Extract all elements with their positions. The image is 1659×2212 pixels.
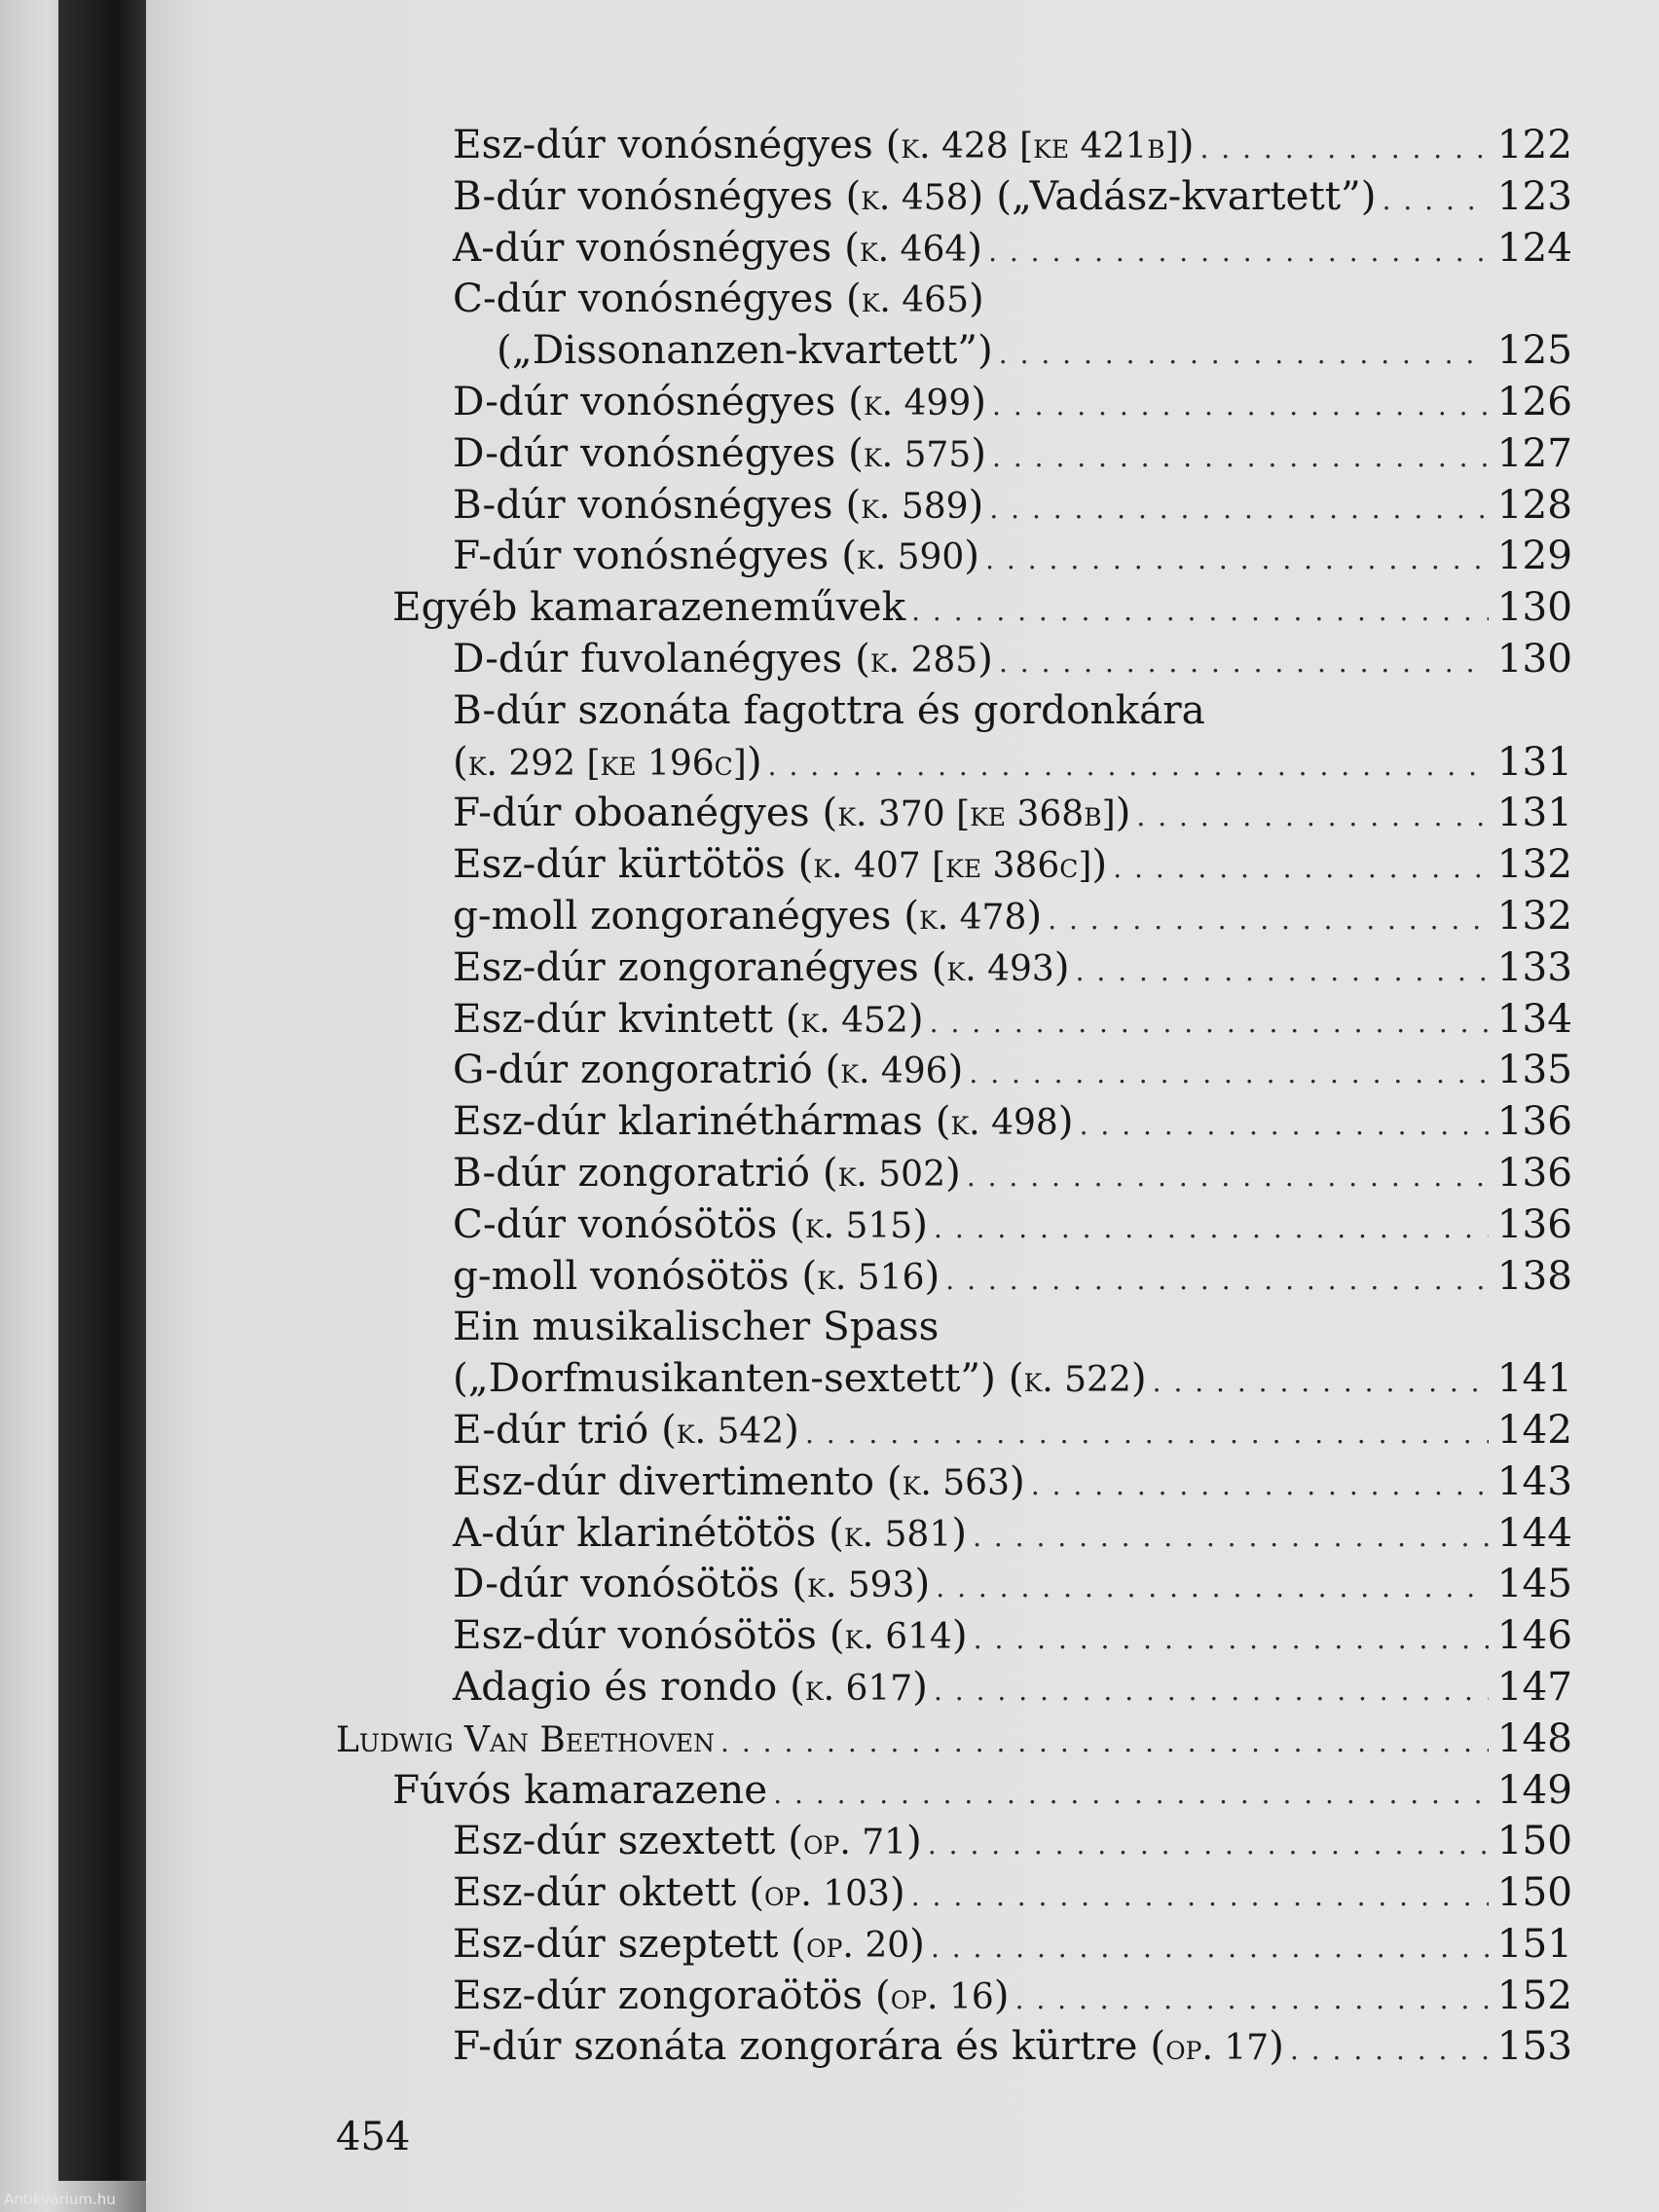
toc-entry-catalog-number: k. 593	[807, 1566, 915, 1606]
toc-entry	[336, 633, 1572, 684]
toc-entry-text: Ein musikalischer Spass	[453, 1303, 940, 1350]
toc-entry-suffix: )	[968, 480, 984, 528]
toc-entry-suffix: )	[1026, 891, 1043, 939]
toc-entry-catalog-number: k. 285	[869, 640, 978, 681]
toc-entry	[336, 1970, 1572, 2021]
toc-entry-title	[453, 376, 986, 430]
toc-entry-page-number: 131	[1496, 737, 1572, 785]
toc-entry-page-number: 149	[1496, 1765, 1572, 1813]
dot-leader	[999, 329, 1489, 381]
toc-entry-text: Esz-dúr vonósötös (	[453, 1611, 845, 1659]
toc-entry-suffix: )	[947, 1046, 964, 1093]
toc-entry	[336, 1764, 1572, 1816]
toc-entry-suffix: )	[1130, 1354, 1147, 1402]
toc-entry-title	[453, 838, 1107, 893]
toc-entry-suffix: )	[912, 1662, 928, 1710]
toc-entry-suffix: )	[971, 428, 987, 476]
toc-entry-title	[392, 581, 905, 636]
dot-leader	[945, 1255, 1489, 1307]
toc-entry-title	[497, 324, 993, 379]
toc-entry-catalog-number: op. 103	[764, 1874, 890, 1915]
dot-leader	[911, 586, 1489, 638]
toc-entry-page-number: 136	[1496, 1097, 1572, 1145]
toc-entry-text: B-dúr szonáta fagottra és gordonkára	[453, 685, 1205, 733]
toc-entry	[336, 684, 1572, 736]
toc-entry	[336, 1198, 1572, 1250]
toc-entry	[336, 376, 1572, 427]
toc-entry-page-number: 150	[1496, 1817, 1572, 1864]
dot-leader	[930, 998, 1489, 1050]
toc-entry-suffix: )	[1010, 1456, 1025, 1504]
toc-entry	[336, 1352, 1572, 1404]
toc-entry-suffix: )	[1053, 942, 1070, 990]
toc-entry-title	[453, 1918, 925, 1972]
toc-entry-page-number: 124	[1496, 223, 1572, 271]
toc-entry	[336, 479, 1572, 531]
toc-entry-text: C-dúr vonósnégyes (	[453, 275, 862, 322]
toc-entry	[336, 1918, 1572, 1970]
dot-leader	[911, 1871, 1489, 1923]
toc-entry	[336, 170, 1572, 222]
toc-entry-page-number: 143	[1496, 1456, 1572, 1504]
toc-entry-page-number: 127	[1496, 428, 1572, 476]
toc-entry-suffix: )	[784, 1405, 799, 1453]
toc-entry-suffix: )	[967, 223, 983, 271]
toc-entry-catalog-number: op. 16	[890, 1976, 994, 2017]
toc-entry-title	[453, 1661, 928, 1715]
toc-entry-suffix: )	[889, 1868, 905, 1916]
toc-entry-title	[453, 1301, 939, 1355]
dot-leader	[985, 535, 1489, 586]
toc-entry-title	[453, 273, 984, 327]
toc-entry-title	[453, 1507, 967, 1562]
toc-entry-title	[453, 633, 993, 687]
toc-entry-page-number: 136	[1496, 1148, 1572, 1196]
toc-entry-text: D-dúr vonósnégyes (	[453, 428, 864, 476]
toc-entry-catalog-number: k. 614	[844, 1617, 952, 1658]
toc-entry-suffix: )	[1091, 840, 1108, 888]
toc-entry-title	[453, 1815, 922, 1869]
toc-entry-catalog-number: op. 20	[806, 1925, 910, 1966]
toc-entry-catalog-number: k. 458	[861, 177, 969, 218]
toc-entry-text: Esz-dúr szeptett (	[453, 1919, 807, 1967]
toc-entry-title	[453, 222, 982, 276]
dot-leader	[1200, 124, 1490, 175]
toc-entry-page-number: 130	[1496, 634, 1572, 682]
toc-entry-text: Fúvós kamarazene	[392, 1765, 768, 1813]
toc-entry-text: g-moll vonósötös (	[453, 1251, 818, 1299]
toc-entry-title	[453, 119, 1195, 173]
toc-entry-text: Esz-dúr divertimento (	[453, 1456, 903, 1504]
toc-entry-page-number: 131	[1496, 789, 1572, 836]
toc-entry-suffix: )	[909, 1919, 925, 1967]
dot-leader	[967, 1152, 1489, 1203]
toc-entry-catalog-number: k. 428 [ke 421b]	[901, 127, 1179, 166]
toc-entry-suffix: )	[924, 1251, 940, 1299]
toc-entry-catalog-number: k. 581	[843, 1514, 952, 1555]
toc-entry-catalog-number: k. 407 [ke 386c]	[813, 846, 1092, 887]
toc-entry-page-number: 138	[1496, 1251, 1572, 1299]
toc-entry	[336, 1095, 1572, 1147]
toc-entry-text: C-dúr vonósötös (	[453, 1199, 805, 1247]
toc-entry-suffix: )	[969, 275, 984, 322]
toc-entry	[336, 890, 1572, 941]
table-of-contents	[336, 119, 1572, 2072]
toc-entry-title	[453, 1404, 799, 1458]
toc-entry-page-number: 136	[1496, 1199, 1572, 1247]
toc-entry-text: G-dúr zongoratrió (	[453, 1046, 841, 1093]
toc-entry	[336, 1558, 1572, 1609]
toc-entry-catalog-number: k. 589	[861, 486, 969, 527]
toc-entry-page-number: 129	[1496, 532, 1572, 579]
toc-entry-catalog-number: k. 563	[902, 1462, 1010, 1503]
toc-entry-text: Esz-dúr zongoraötös (	[453, 1971, 891, 2018]
toc-entry-suffix: )	[906, 1817, 922, 1864]
toc-entry-text: („Dorfmusikanten-sextett”) (	[453, 1354, 1024, 1402]
toc-entry	[336, 1404, 1572, 1456]
dot-leader	[1015, 1974, 1489, 2026]
toc-entry-page-number: 150	[1496, 1868, 1572, 1916]
toc-entry	[336, 1250, 1572, 1302]
toc-entry-title	[453, 530, 979, 584]
toc-entry-title	[453, 170, 1377, 225]
toc-entry-text: (	[453, 737, 468, 785]
toc-entry	[336, 530, 1572, 581]
toc-entry-suffix: )	[977, 634, 993, 682]
toc-entry-title	[453, 2020, 1284, 2075]
toc-entry-suffix: )	[951, 1611, 968, 1659]
toc-entry	[336, 1301, 1572, 1352]
toc-entry-page-number: 123	[1496, 171, 1572, 219]
toc-entry-catalog-number: op. 17	[1165, 2028, 1270, 2069]
dot-leader	[988, 227, 1489, 278]
dot-leader	[768, 741, 1489, 793]
toc-entry	[336, 1456, 1572, 1507]
toc-entry-catalog-number: k. 522	[1023, 1360, 1131, 1401]
toc-entry-page-number: 141	[1496, 1354, 1572, 1402]
dot-leader	[931, 1923, 1489, 1974]
toc-entry-text: Egyéb kamarazeneművek	[392, 583, 906, 631]
toc-entry-catalog-number: k. 499	[863, 383, 972, 424]
toc-entry-catalog-number: k. 452	[800, 1000, 908, 1041]
toc-entry-title	[453, 1970, 1010, 2024]
toc-entry	[336, 1661, 1572, 1713]
toc-entry	[336, 787, 1572, 838]
toc-entry-text: g-moll zongoranégyes (	[453, 891, 920, 939]
toc-entry-page-number: 132	[1496, 840, 1572, 888]
toc-entry-text: F-dúr oboanégyes (	[453, 789, 838, 836]
dot-leader	[1048, 895, 1489, 946]
toc-entry-suffix: )	[964, 532, 980, 579]
toc-entry-catalog-number: k. 478	[919, 897, 1027, 938]
toc-entry-page-number: 145	[1496, 1560, 1572, 1607]
toc-entry-page-number: 133	[1496, 942, 1572, 990]
toc-entry-text: Esz-dúr vonósnégyes (	[453, 121, 902, 167]
toc-entry-title	[453, 684, 1205, 739]
toc-entry-title	[453, 890, 1042, 944]
toc-entry-catalog-number: k. 292 [ke 196c]	[467, 743, 747, 784]
toc-entry-suffix: )	[1178, 121, 1195, 167]
toc-entry-page-number: 126	[1496, 377, 1572, 424]
watermark: Antikvárium.hu	[4, 2191, 116, 2208]
toc-entry-text: E-dúr trió (	[453, 1405, 677, 1453]
toc-entry-text: Esz-dúr oktett (	[453, 1868, 765, 1916]
dot-leader	[1076, 946, 1489, 998]
toc-entry-catalog-number: k. 370 [ke 368b]	[837, 794, 1116, 835]
dot-leader	[720, 1717, 1489, 1769]
toc-entry	[336, 1147, 1572, 1198]
toc-entry-catalog-number: k. 502	[837, 1154, 945, 1195]
toc-entry	[336, 273, 1572, 324]
toc-entry-catalog-number: k. 515	[804, 1205, 913, 1246]
toc-entry-page-number: 146	[1496, 1611, 1572, 1659]
toc-entry-suffix: )	[912, 1199, 929, 1247]
toc-entry	[336, 1713, 1572, 1764]
toc-entry	[336, 427, 1572, 479]
dot-leader	[928, 1820, 1489, 1871]
toc-entry-text: Esz-dúr klarinéthármas (	[453, 1097, 951, 1145]
dot-leader	[805, 1409, 1489, 1460]
dot-leader	[1136, 792, 1489, 843]
toc-entry-catalog-number: k. 465	[861, 280, 969, 321]
toc-entry	[336, 1609, 1572, 1661]
toc-entry-title	[453, 1198, 928, 1253]
toc-entry-page-number: 125	[1496, 326, 1572, 374]
toc-entry	[336, 736, 1572, 788]
toc-entry-page-number: 132	[1496, 891, 1572, 939]
toc-entry-page-number: 144	[1496, 1508, 1572, 1556]
toc-entry	[336, 222, 1572, 274]
toc-entry-page-number: 151	[1496, 1919, 1572, 1967]
toc-entry-title	[453, 1250, 940, 1305]
toc-entry	[336, 1507, 1572, 1559]
toc-entry-page-number: 148	[1496, 1714, 1572, 1761]
toc-entry-text: Esz-dúr kvintett (	[453, 994, 801, 1042]
toc-entry-suffix: )	[1269, 2022, 1284, 2070]
dot-leader	[934, 1666, 1489, 1717]
toc-entry	[336, 581, 1572, 633]
toc-entry-title	[453, 1609, 968, 1664]
toc-entry-catalog-number: k. 498	[950, 1103, 1058, 1144]
toc-entry-suffix: )	[746, 737, 762, 785]
toc-entry-title	[453, 736, 762, 791]
toc-entry-suffix: )	[993, 1971, 1010, 2018]
toc-entry-page-number: 134	[1496, 994, 1572, 1042]
toc-entry	[336, 941, 1572, 993]
book-spine-edge	[58, 0, 156, 2181]
toc-entry-catalog-number: k. 617	[804, 1668, 913, 1709]
dot-leader	[992, 432, 1489, 484]
toc-entry-catalog-number: op. 71	[803, 1823, 907, 1863]
toc-entry-text: D-dúr vonósnégyes (	[453, 377, 864, 424]
toc-entry-page-number: 135	[1496, 1046, 1572, 1093]
toc-entry-text: D-dúr fuvolanégyes (	[453, 634, 870, 682]
dot-leader	[1113, 843, 1489, 895]
toc-entry-title	[453, 941, 1070, 996]
toc-entry-catalog-number: Ludwig Van Beethoven	[336, 1719, 716, 1760]
dot-leader	[973, 1512, 1489, 1564]
toc-entry-text: F-dúr vonósnégyes (	[453, 532, 858, 579]
toc-entry-page-number: 152	[1496, 1971, 1572, 2018]
toc-entry-text: Esz-dúr kürtötös (	[453, 840, 814, 888]
dot-leader	[936, 1563, 1489, 1614]
toc-entry-text: D-dúr vonósötös (	[453, 1560, 808, 1607]
toc-entry-catalog-number: k. 496	[840, 1051, 948, 1092]
toc-entry-suffix: )	[951, 1508, 968, 1556]
toc-entry-text: A-dúr vonósnégyes (	[453, 223, 860, 271]
toc-entry-text: A-dúr klarinétötös (	[453, 1508, 844, 1556]
toc-entry-suffix: )	[971, 377, 987, 424]
toc-entry-title	[453, 427, 986, 482]
toc-entry-title	[453, 1456, 1025, 1510]
toc-entry-suffix: )	[945, 1148, 961, 1196]
toc-entry-page-number: 142	[1496, 1405, 1572, 1453]
toc-entry-page-number: 153	[1496, 2022, 1572, 2070]
toc-entry-page-number: 122	[1496, 121, 1572, 167]
toc-entry-title	[336, 1713, 715, 1767]
dot-leader	[989, 484, 1489, 535]
toc-entry-title	[453, 993, 924, 1048]
dot-leader	[1031, 1460, 1489, 1512]
dot-leader	[773, 1769, 1489, 1821]
toc-entry	[336, 324, 1572, 376]
toc-entry-title	[453, 1095, 1074, 1150]
dot-leader	[999, 638, 1489, 689]
page-number: 454	[336, 2115, 411, 2159]
toc-entry-text: B-dúr vonósnégyes (	[453, 480, 862, 528]
toc-entry-catalog-number: k. 516	[817, 1257, 925, 1298]
toc-entry	[336, 119, 1572, 170]
toc-entry	[336, 993, 1572, 1045]
toc-entry	[336, 838, 1572, 890]
toc-entry-title	[453, 479, 983, 534]
toc-entry-text: Esz-dúr zongoranégyes (	[453, 942, 947, 990]
toc-entry-suffix: )	[1057, 1097, 1074, 1145]
toc-entry	[336, 1866, 1572, 1918]
dot-leader	[1080, 1100, 1489, 1152]
toc-entry-text: F-dúr szonáta zongorára és kürtre (	[453, 2022, 1166, 2070]
toc-entry-title	[453, 787, 1130, 841]
toc-entry-title	[453, 1147, 961, 1201]
toc-entry	[336, 2020, 1572, 2072]
toc-entry-text: B-dúr zongoratrió (	[453, 1148, 838, 1196]
toc-entry-page-number: 130	[1496, 583, 1572, 631]
dot-leader	[1290, 2025, 1489, 2077]
dot-leader	[974, 1614, 1489, 1666]
toc-entry-suffix: )	[907, 994, 924, 1042]
toc-entry	[336, 1815, 1572, 1866]
toc-entry-page-number: 147	[1496, 1662, 1572, 1710]
dot-leader	[934, 1203, 1489, 1255]
toc-entry-title	[453, 1044, 963, 1098]
toc-entry-text: („Dissonanzen-kvartett”)	[497, 326, 993, 374]
toc-entry-title	[392, 1764, 767, 1819]
dot-leader	[1153, 1357, 1489, 1409]
dot-leader	[1382, 175, 1489, 227]
toc-entry-page-number: 128	[1496, 480, 1572, 528]
toc-entry-text: Adagio és rondo (	[453, 1662, 805, 1710]
toc-entry-title	[453, 1352, 1147, 1407]
toc-entry-text: B-dúr vonósnégyes (	[453, 171, 862, 219]
toc-entry	[336, 1044, 1572, 1095]
toc-entry-catalog-number: k. 590	[857, 537, 965, 578]
toc-entry-catalog-number: k. 542	[676, 1411, 785, 1452]
toc-entry-text: Esz-dúr szextett (	[453, 1817, 804, 1864]
toc-entry-title	[453, 1866, 905, 1921]
toc-entry-catalog-number: k. 493	[946, 948, 1054, 989]
dot-leader	[969, 1049, 1489, 1100]
toc-entry-catalog-number: k. 464	[859, 229, 968, 270]
dot-leader	[992, 381, 1489, 432]
toc-entry-suffix: ) („Vadász-kvartett”)	[968, 171, 1377, 219]
toc-entry-title	[453, 1558, 930, 1612]
toc-entry-catalog-number: k. 575	[863, 434, 972, 475]
toc-entry-suffix: )	[1115, 789, 1131, 836]
toc-entry-suffix: )	[914, 1560, 931, 1607]
